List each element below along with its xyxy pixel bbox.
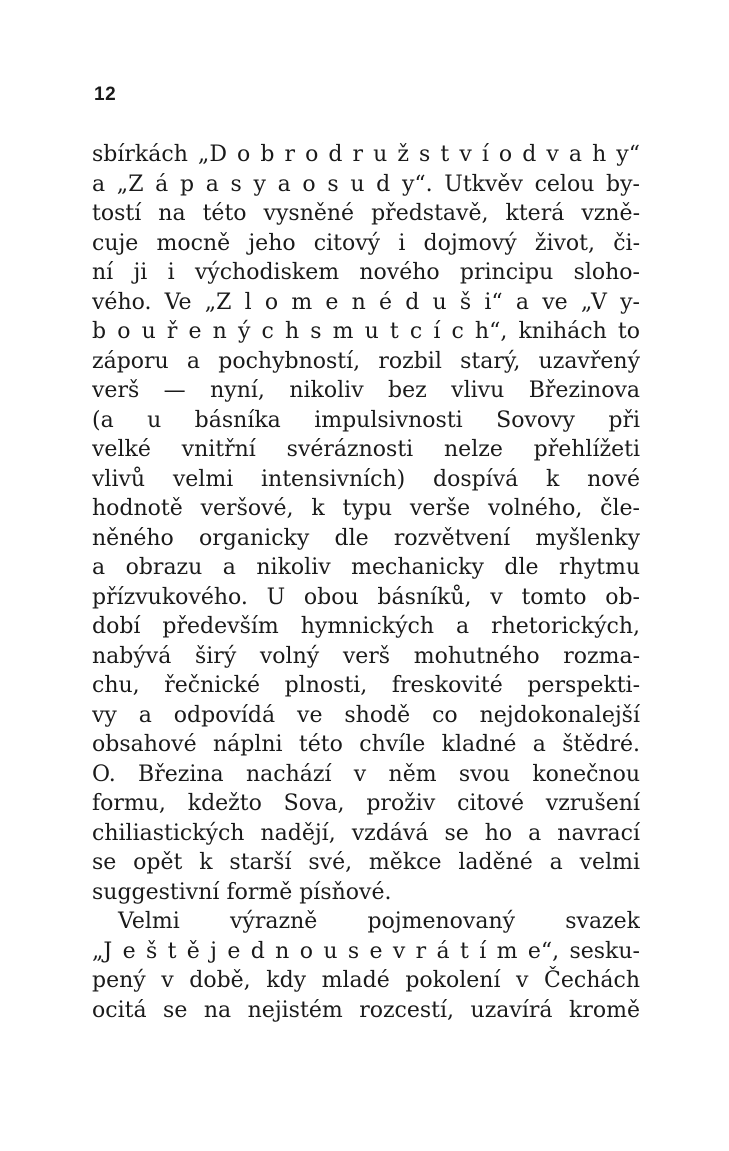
- text-line: chu, řečnické plnosti, freskovité perspekti-: [92, 673, 640, 698]
- text-line: formu, kdežto Sova, proživ citové vzrušení: [92, 791, 640, 816]
- text-line: hodnotě veršové, k typu verše volného, čle-: [92, 496, 640, 521]
- text-line: a obrazu a nikoliv mechanicky dle rhytmu: [92, 555, 640, 580]
- text-line: se opět k starší své, měkce laděné a velmi: [92, 850, 640, 875]
- text-line: Velmi výrazně pojmenovaný svazek: [118, 909, 640, 934]
- text-line: a „Z á p a s y a o s u d y“. Utkvěv celou by-: [92, 171, 640, 197]
- text-line: sbírkách „D o b r o d r u ž s t v í o d v a h y“: [92, 142, 640, 167]
- text-line: záporu a pochybností, rozbil starý, uzavřený: [92, 348, 640, 374]
- text-line: suggestivní formě písňové.: [92, 879, 392, 905]
- text-line: přízvukového. U obou básníků, v tomto ob-: [92, 584, 640, 610]
- text-line: ní ji i východiskem nového principu sloho-: [92, 260, 640, 285]
- text-line: (a u básníka impulsivnosti Sovovy při: [92, 407, 640, 433]
- text-line: O. Březina nachází v něm svou konečnou: [92, 761, 640, 787]
- text-line: cuje mocně jeho citový i dojmový život, či-: [92, 230, 640, 256]
- text-line: „J e š t ě j e d n o u s e v r á t í m e“, sesku-: [92, 938, 640, 964]
- body-text: [92, 140, 640, 1025]
- text-line: nabývá širý volný verš mohutného rozma-: [92, 643, 640, 669]
- text-line: vého. Ve „Z l o m e n é d u š i“ a ve „V y-: [92, 289, 640, 315]
- text-line: pený v době, kdy mladé pokolení v Čechách: [92, 968, 640, 993]
- text-line: vlivů velmi intensivních) dospívá k nové: [92, 466, 640, 492]
- text-line: ocitá se na nejistém rozcestí, uzavírá kromě: [92, 997, 640, 1023]
- text-line: obsahové náplni této chvíle kladné a štědré.: [92, 732, 640, 757]
- page-number: 12: [94, 84, 117, 105]
- text-line: něného organicky dle rozvětvení myšlenky: [92, 525, 640, 551]
- text-line: velké vnitřní svéráznosti nelze přehlížeti: [92, 437, 640, 462]
- text-line: tostí na této vysněné představě, která vzně-: [92, 201, 640, 226]
- text-line: b o u ř e n ý c h s m u t c í c h“, knihách to: [92, 319, 640, 344]
- text-line: verš — nyní, nikoliv bez vlivu Březinova: [92, 378, 640, 403]
- text-line: chiliastických nadějí, vzdává se ho a navrací: [92, 820, 640, 846]
- text-line: vy a odpovídá ve shodě co nejdokonalejší: [92, 702, 640, 728]
- text-line: dobí především hymnických a rhetorických,: [92, 614, 640, 639]
